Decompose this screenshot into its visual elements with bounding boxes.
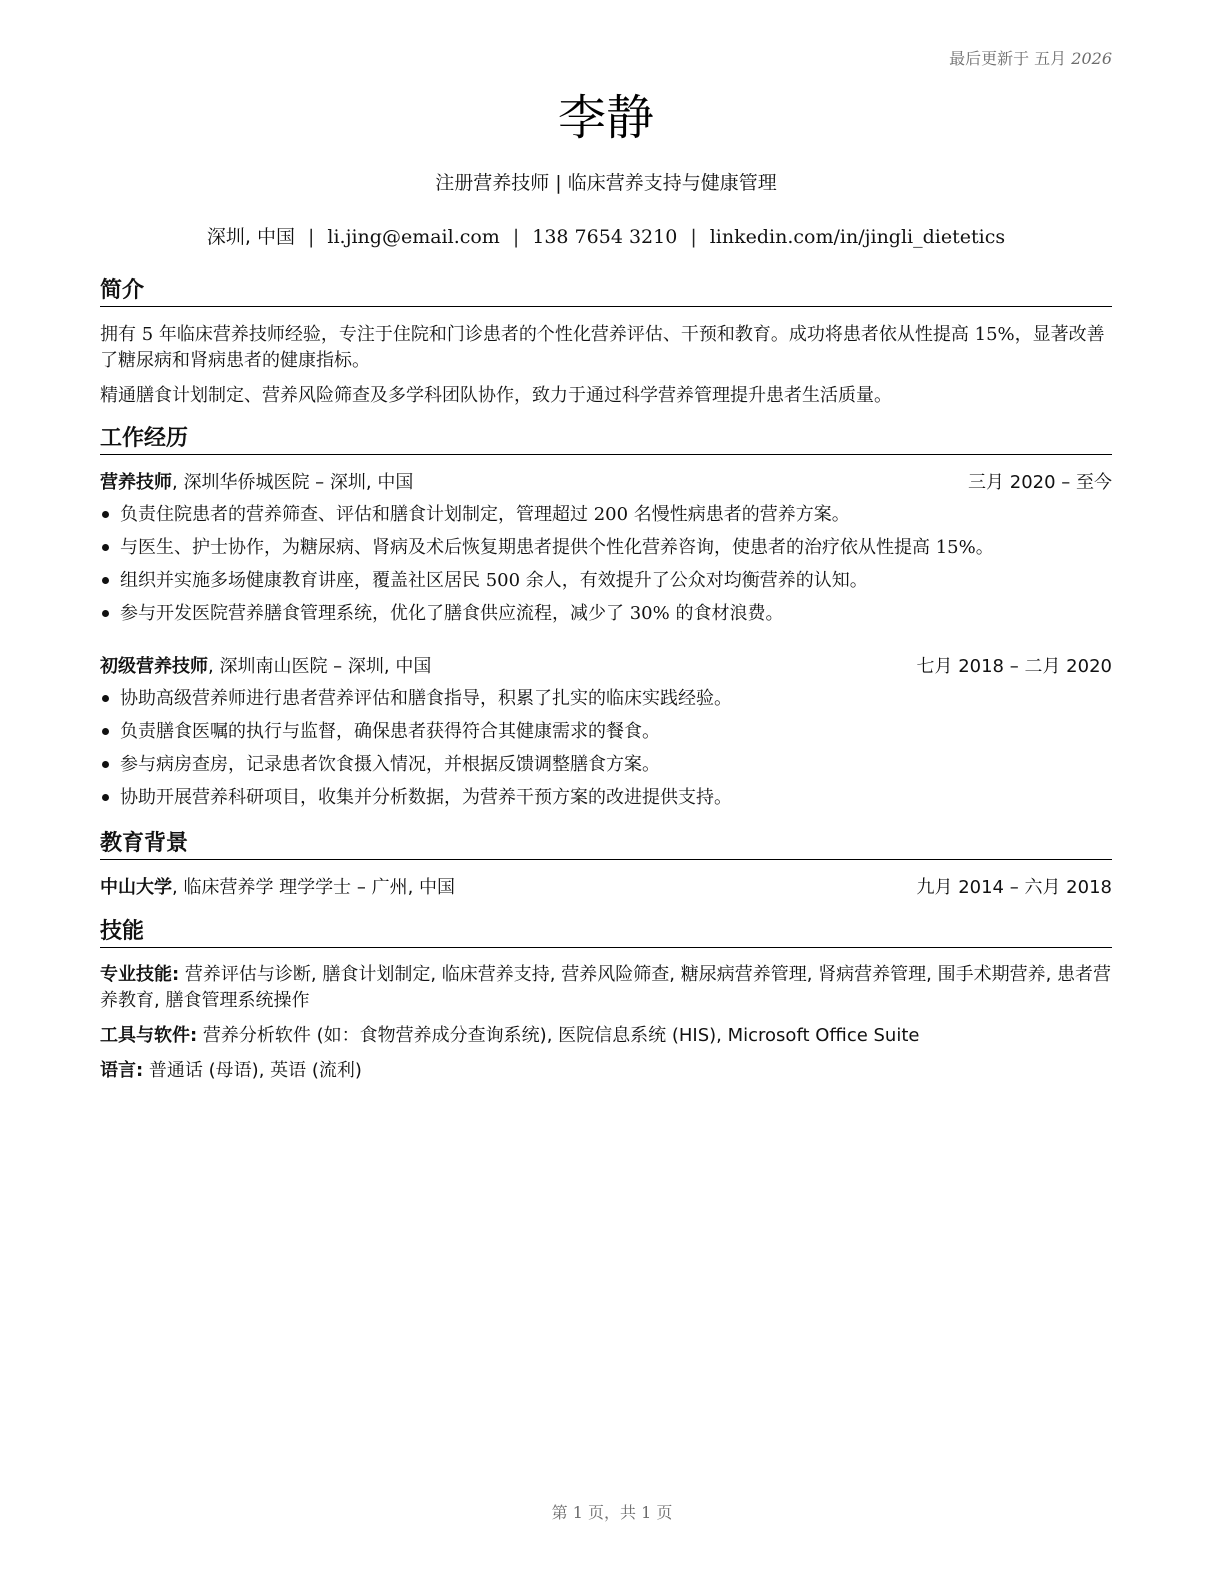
section-title-experience: 工作经历: [100, 425, 1112, 455]
contact-line: [100, 224, 1112, 250]
updated-month: 五月: [1034, 49, 1067, 68]
job-title-line: [100, 654, 431, 680]
candidate-tagline: 注册营养技师 | 临床营养支持与健康管理: [435, 172, 777, 194]
skill-value: 营养评估与诊断, 膳食计划制定, 临床营养支持, 营养风险筛查, 糖尿病营养管理, 肾病营养管理, 围手术期营养, 患者营养教育, 膳食管理系统操作: [100, 964, 1112, 1011]
candidate-name: 李静: [557, 90, 654, 146]
job-organization: , 深圳华侨城医院 – 深圳, 中国: [172, 472, 414, 493]
skill-value: 营养分析软件 (如：食物营养成分查询系统), 医院信息系统 (HIS), Microsoft Office Suite: [197, 1025, 920, 1046]
summary-paragraph: 拥有 5 年临床营养技师经验，专注于住院和门诊患者的个性化营养评估、干预和教育。成功将患者依从性提高 15%，显著改善了糖尿病和肾病患者的健康指标。: [100, 324, 1105, 371]
education-line: [100, 875, 455, 901]
skill-label: 专业技能:: [100, 964, 180, 985]
job-dates: 三月 2020 – 至今: [968, 472, 1112, 493]
last-updated: [949, 46, 1112, 69]
contact-separator: |: [690, 226, 697, 248]
job-bullet: 组织并实施多场健康教育讲座，覆盖社区居民 500 余人，有效提升了公众对均衡营养的认知。: [100, 564, 1112, 597]
skill-label: 语言:: [100, 1060, 144, 1081]
page-footer: 第 1 页，共 1 页: [551, 1503, 673, 1522]
education-school: 中山大学: [100, 877, 172, 898]
summary-paragraph: 精通膳食计划制定、营养风险筛查及多学科团队协作，致力于通过科学营养管理提升患者生活质量。: [100, 385, 892, 406]
job-dates: 七月 2018 – 二月 2020: [916, 656, 1112, 677]
job-title-line: [100, 470, 413, 496]
skill-line: [100, 1058, 1112, 1084]
contact-separator: |: [512, 226, 520, 248]
job-title: 初级营养技师: [100, 656, 208, 677]
job-title: 营养技师: [100, 472, 172, 493]
contact-linkedin[interactable]: linkedin.com/in/jingli_dietetics: [709, 226, 1006, 248]
skill-label: 工具与软件:: [100, 1025, 198, 1046]
skill-line: [100, 1023, 1112, 1049]
skill-value: 普通话 (母语), 英语 (流利): [143, 1060, 362, 1081]
job-bullet: 协助开展营养科研项目，收集并分析数据，为营养干预方案的改进提供支持。: [100, 781, 1112, 814]
section-title-skills: 技能: [100, 918, 1112, 948]
job-organization: , 深圳南山医院 – 深圳, 中国: [208, 656, 432, 677]
updated-year: 2026: [1071, 49, 1112, 68]
contact-phone[interactable]: 138 7654 3210: [532, 226, 678, 248]
education-entry: [100, 875, 1112, 901]
skill-line: [100, 962, 1112, 1014]
job-header: [100, 654, 1112, 680]
job-bullet: 负责住院患者的营养筛查、评估和膳食计划制定，管理超过 200 名慢性病患者的营养方案。: [100, 498, 1112, 531]
contact-separator: |: [307, 226, 315, 248]
contact-location: 深圳, 中国: [206, 226, 295, 248]
job-bullet: 参与病房查房，记录患者饮食摄入情况，并根据反馈调整膳食方案。: [100, 748, 1112, 781]
job-bullets: [100, 498, 1112, 630]
section-title-education: 教育背景: [100, 830, 1112, 860]
education-detail: , 临床营养学 理学学士 – 广州, 中国: [172, 877, 456, 898]
contact-email[interactable]: li.jing@email.com: [327, 226, 500, 248]
resume-page: [100, 0, 1112, 1584]
updated-prefix: 最后更新于: [949, 49, 1030, 68]
job-bullet: 负责膳食医嘱的执行与监督，确保患者获得符合其健康需求的餐食。: [100, 715, 1112, 748]
job-bullet: 参与开发医院营养膳食管理系统，优化了膳食供应流程，减少了 30% 的食材浪费。: [100, 597, 1112, 630]
job-bullet: 协助高级营养师进行患者营养评估和膳食指导，积累了扎实的临床实践经验。: [100, 682, 1112, 715]
job-bullets: [100, 682, 1112, 814]
education-dates: 九月 2014 – 六月 2018: [916, 877, 1112, 898]
job-header: [100, 470, 1112, 496]
section-title-summary: 简介: [100, 277, 1112, 307]
job-bullet: 与医生、护士协作，为糖尿病、肾病及术后恢复期患者提供个性化营养咨询，使患者的治疗依从性提高 15%。: [100, 531, 1112, 564]
